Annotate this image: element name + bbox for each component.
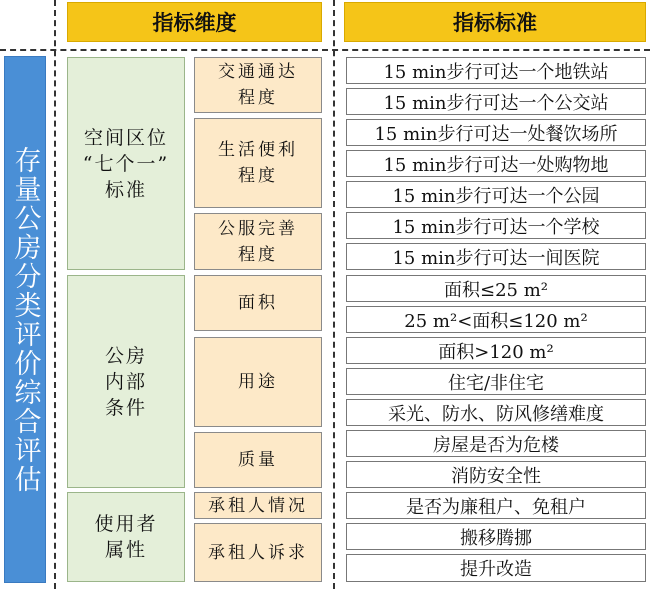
standard-item: 住宅/非住宅 <box>346 368 646 395</box>
group-user-attribute: 使用者 属性 <box>67 492 185 582</box>
standard-item: 房屋是否为危楼 <box>346 430 646 457</box>
standard-item: 采光、防水、防风修缮难度 <box>346 399 646 426</box>
group-internal-condition: 公房 内部 条件 <box>67 275 185 488</box>
dimension-header: 指标维度 <box>67 2 322 42</box>
side-title <box>4 56 46 583</box>
standard-header: 指标标准 <box>344 2 646 42</box>
sub-living-convenience: 生活便利 程度 <box>194 118 322 208</box>
standard-item: 15 min步行可达一处餐饮场所 <box>346 119 646 146</box>
side-title-text: 存量公房分类评价综合评估 <box>9 145 41 494</box>
standard-item: 面积>120 m² <box>346 337 646 364</box>
standard-item: 消防安全性 <box>346 461 646 488</box>
sub-public-service: 公服完善 程度 <box>194 213 322 270</box>
sub-transport-access: 交通通达 程度 <box>194 57 322 113</box>
standard-item: 15 min步行可达一个地铁站 <box>346 57 646 84</box>
standard-item: 15 min步行可达一个学校 <box>346 212 646 239</box>
group-spatial-location: 空间区位 “七个一” 标准 <box>67 57 185 270</box>
sub-tenant-demand: 承租人诉求 <box>194 523 322 582</box>
middle-divider <box>333 0 335 589</box>
standard-item: 15 min步行可达一个公园 <box>346 181 646 208</box>
standard-item: 是否为廉租户、免租户 <box>346 492 646 519</box>
sub-tenant-status: 承租人情况 <box>194 492 322 519</box>
standard-item: 搬移腾挪 <box>346 523 646 550</box>
standard-item: 25 m²<面积≤120 m² <box>346 306 646 333</box>
left-divider <box>54 0 56 589</box>
sub-usage: 用途 <box>194 337 322 427</box>
standard-item: 提升改造 <box>346 554 646 582</box>
standard-item: 15 min步行可达一间医院 <box>346 243 646 270</box>
sub-quality: 质量 <box>194 432 322 488</box>
standard-item: 15 min步行可达一个公交站 <box>346 88 646 115</box>
standard-item: 15 min步行可达一处购物地 <box>346 150 646 177</box>
header-divider <box>0 49 650 51</box>
standard-item: 面积≤25 m² <box>346 275 646 302</box>
sub-area: 面积 <box>194 275 322 331</box>
